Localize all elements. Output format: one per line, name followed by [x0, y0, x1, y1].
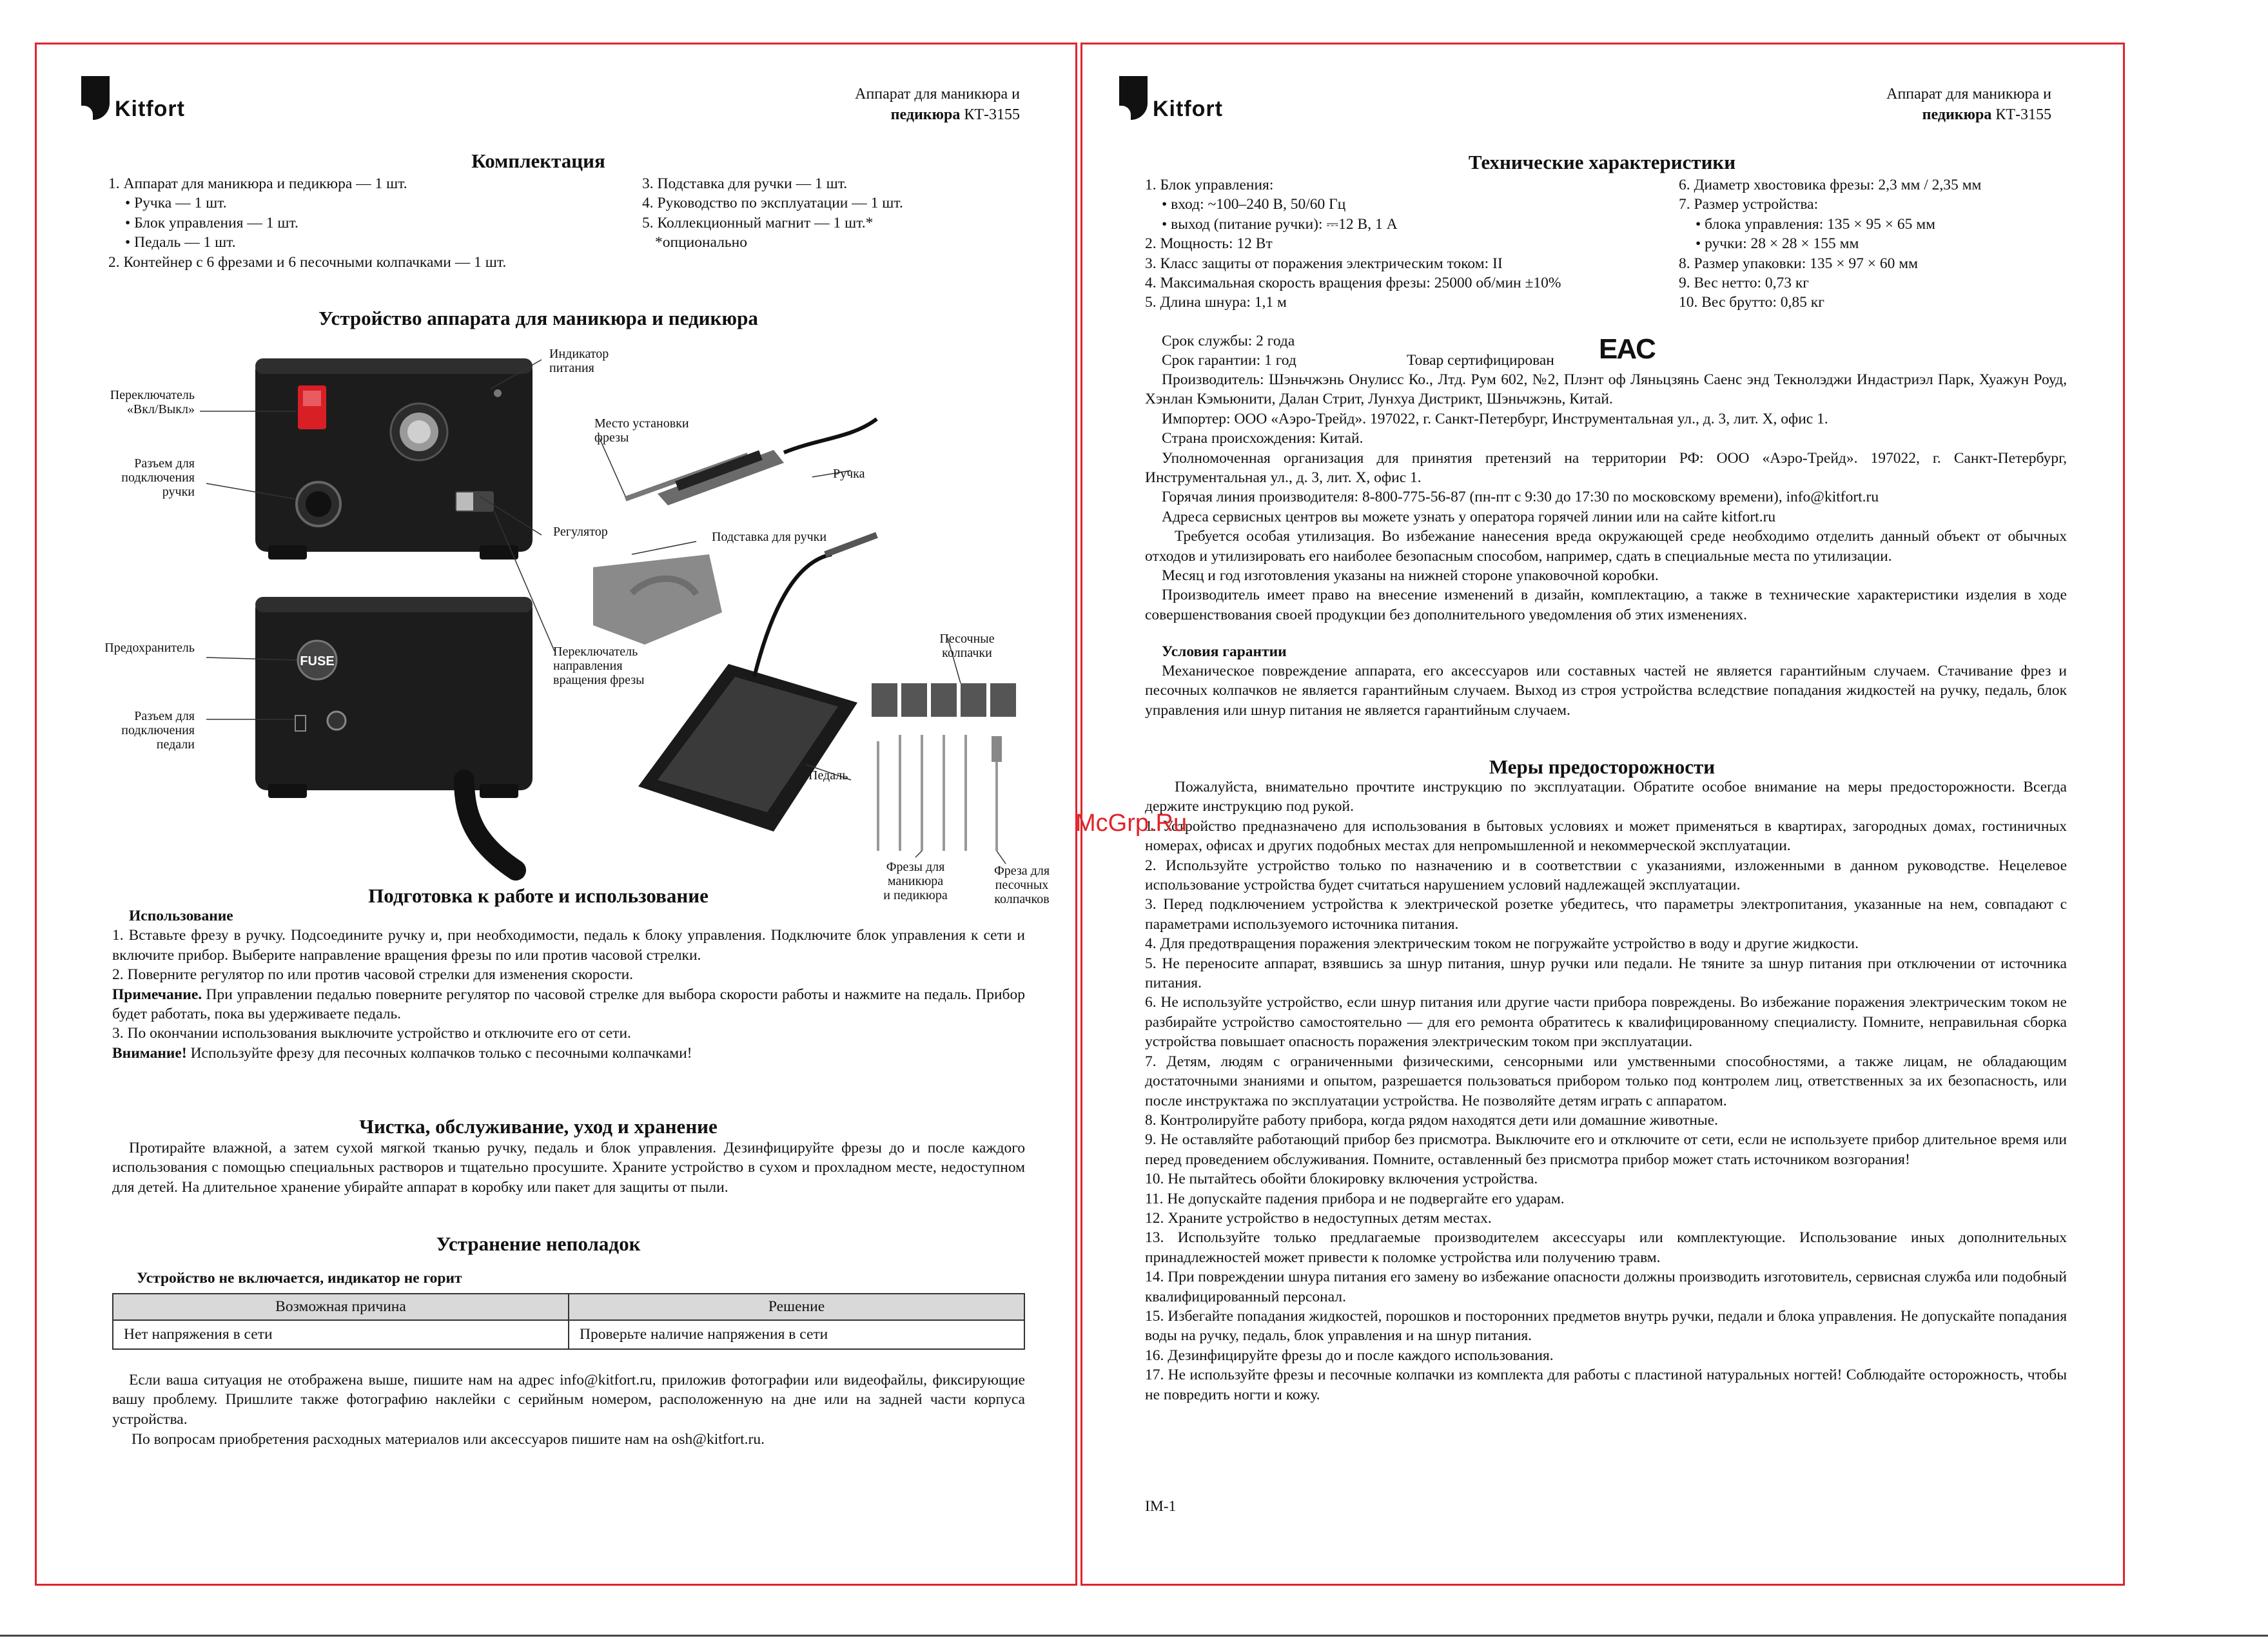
safety-item: 16. Дезинфицируйте фрезы до и после каждого использования.	[1145, 1347, 1554, 1364]
spec-item: 9. Вес нетто: 0,73 кг	[1679, 275, 1809, 292]
safety-item: 3. Перед подключением устройства к электрической розетке убедитесь, что параметры электропитания, указанные на нем, совпадают с параметрами используемого источника питания.	[1145, 896, 2067, 933]
control-unit-back	[255, 597, 533, 870]
kit-item: 5. Коллекционный магнит — 1 шт.*	[642, 214, 874, 231]
spec-item: • блока управления: 135 × 95 × 65 мм	[1696, 215, 1936, 233]
brand-logo-left	[81, 76, 185, 120]
device-title: Устройство аппарата для маникюра и педикюра	[318, 307, 758, 329]
kit-item: 2. Контейнер с 6 фрезами и 6 песочными колпачками — 1 шт.	[108, 253, 507, 271]
header-model: КТ-3155	[1991, 106, 2051, 123]
milling-bits-icon	[878, 735, 997, 851]
sanding-caps-icon	[872, 683, 1016, 717]
safety-item: 6. Не используйте устройство, если шнур питания или другие части прибора повреждены. Во избежание поражения электрическим током не разбирайте устройство самостоятельно — для его ремонта обратитесь к квалифицированному специалисту. Помните, неправильная сборка устройства повышает опасность поражения электрическим током при эксплуатации.	[1145, 994, 2067, 1051]
cleaning-text: Протирайте влажной, а затем сухой мягкой тканью ручку, педаль и блок управления. Дезинфицируйте фрезы до и после каждого использования с помощью специальных растворов и тщательно просушите. Храните устройство в сухом и прохладном месте, недоступном для детей. На длительное хранение убирайте аппарат в коробку или пакет для защиты от пыли.	[112, 1140, 1025, 1196]
safety-intro: Пожалуйста, внимательно прочтите инструкцию по эксплуатации. Обратите особое внимание на меры предосторожности. Всегда держите инструкцию под рукой.	[1145, 779, 2067, 815]
info-line: Адреса сервисных центров вы можете узнать у оператора горячей линии или на сайте kitfort.ru	[1162, 508, 1776, 525]
info-line: Уполномоченная организация для принятия претензий на территории РФ: ООО «Аэро-Трейд». 197022, г. Санкт-Петербург, Инструментальная ул., д. 3, лит. Х, офис 1.	[1145, 449, 2067, 487]
kit-item: 4. Руководство по эксплуатации — 1 шт.	[642, 195, 903, 212]
header-model: КТ-3155	[960, 106, 1020, 123]
tech-col2	[1679, 175, 2091, 313]
info-block	[1145, 370, 2067, 625]
warranty-text: Механическое повреждение аппарата, его аксессуаров или составных частей не является гарантийным случаем. Стачивание фрез и песочных колпачков не является гарантийным случаем. Выход из строя устройства вследствие попадания жидкостей на ручку, педаль, блок управления или шнур питания не является гарантийным случаем.	[1145, 663, 2067, 719]
label-bits: Фрезы для маникюра и педикюра	[883, 860, 948, 902]
trouble-table	[112, 1293, 1025, 1350]
usage-step: 2. Поверните регулятор по или против часовой стрелки для изменения скорости.	[112, 966, 634, 984]
table-header: Решение	[569, 1294, 1024, 1320]
safety-item: 15. Избегайте попадания жидкостей, порошков и посторонних предметов внутрь ручки, педали и блока управления. Не допускайте попадания воды на ручку, педаль, блок управления и на шнур питания.	[1145, 1307, 2067, 1345]
kit-item: • Блок управления — 1 шт.	[125, 214, 298, 231]
safety-item: 13. Используйте только предлагаемые производителем аксессуары или комплектующие. Использование иных дополнительных принадлежностей может привести к поломке устройства или получению травм.	[1145, 1229, 2067, 1266]
cleaning-title: Чистка, обслуживание, уход и хранение	[359, 1115, 718, 1138]
info-line: Горячая линия производителя: 8-800-775-56-87 (пн-пт с 9:30 до 17:30 по московскому времени), info@kitfort.ru	[1162, 489, 1879, 506]
usage-section	[112, 906, 1025, 1063]
kit-item: • Педаль — 1 шт.	[125, 234, 236, 251]
info-line: Импортер: ООО «Аэро-Трейд». 197022, г. Санкт-Петербург, Инструментальная ул., д. 3, лит. Х, офис 1.	[1162, 410, 1828, 427]
warranty-title: Условия гарантии	[1162, 643, 1287, 660]
spec-item: • выход (питание ручки): ⎓12 В, 1 А	[1162, 215, 1398, 233]
usage-step: 3. По окончании использования выключите устройство и отключите его от сети.	[112, 1025, 631, 1042]
safety-item: 5. Не переносите аппарат, взявшись за шнур питания, шнур ручки или педали. Не тяните за шнур питания при отключении от источника питания.	[1145, 955, 2067, 992]
spec-item: 5. Длина шнура: 1,1 м	[1145, 294, 1287, 311]
safety-item: 14. При повреждении шнура питания его замену во избежание опасности должны производить изготовитель, сервисная служба или подобный квалифицированный персонал.	[1145, 1269, 2067, 1305]
label-pedal-socket: Разъем для подключения педали	[121, 709, 195, 752]
table-cell: Проверьте наличие напряжения в сети	[569, 1320, 1024, 1349]
watermark: McGrp.Ru	[1075, 810, 1188, 837]
handle-stand-icon	[593, 554, 722, 645]
eac-mark-icon: EAC	[1599, 333, 1655, 365]
spec-item: 3. Класс защиты от поражения электрическим током: II	[1145, 255, 1503, 272]
tech-col1	[1145, 175, 1661, 313]
safety-item: 2. Используйте устройство только по назначению и в соответствии с указаниями, изложенными в данном руководстве. Нецелевое использование устройства будет считаться нарушением условий надлежащей эксплуатации.	[1145, 857, 2067, 894]
header-line1: Аппарат для маникюра и	[1886, 86, 2051, 102]
label-regulator: Регулятор	[553, 525, 608, 539]
service-life: Срок службы: 2 года	[1162, 333, 1295, 349]
warning-label: Внимание!	[112, 1044, 187, 1062]
warranty-period: Срок гарантии: 1 год	[1162, 352, 1296, 369]
safety-title: Меры предосторожности	[1489, 755, 1716, 778]
table-header: Возможная причина	[113, 1294, 569, 1320]
safety-item: 9. Не оставляйте работающий прибор без присмотра. Выключите его и отключите от сети, если не используете прибор длительное время или перед проведением обслуживания. Помните, оставленный без присмотра прибор может стать источником возгорания!	[1145, 1131, 2067, 1168]
safety-item: 17. Не используйте фрезы и песочные колпачки из комплекта для работы с пластиной натуральных ногтей! Соблюдайте осторожность, чтобы не повредить ногти и кожу.	[1145, 1367, 2067, 1403]
trouble-title: Устранение неполадок	[436, 1232, 641, 1255]
kit-footnote: *опционально	[655, 234, 747, 251]
spec-item: • ручки: 28 × 28 × 155 мм	[1696, 235, 1859, 253]
header-line1: Аппарат для маникюра и	[855, 86, 1020, 102]
info-line: Производитель: Шэньчжэнь Онулисс Ко., Лтд. Рум 602, №2, Плэнт оф Ляньцзянь Саенс энд Текнолэджи Индастриэл Парк, Хуажун Роуд, Хэнлан Кэмьюнити, Далан Стрит, Лунхуа Дистрикт, Шэньчжэнь, Китай.	[1145, 371, 2067, 408]
tech-title: Технические характеристики	[1468, 151, 1736, 173]
kit-list-col2	[642, 174, 1029, 253]
label-bit-place: Место установки фрезы	[594, 416, 689, 445]
label-pedal: Педаль	[808, 768, 848, 783]
label-handle-socket: Разъем для подключения ручки	[121, 456, 195, 499]
info-line: Производитель имеет право на внесение изменений в дизайн, комплектацию, а также в технические характеристики изделия в ходе совершенствования своей продукции без дополнительного уведомления об этих изменениях.	[1145, 587, 2067, 623]
label-direction: Переключатель направления вращения фрезы	[553, 645, 645, 687]
bottom-rule	[0, 1635, 2268, 1637]
kit-item: 3. Подставка для ручки — 1 шт.	[642, 175, 848, 192]
safety-item: 8. Контролируйте работу прибора, когда рядом находятся дети или домашние животные.	[1145, 1111, 1719, 1129]
contact-text: Если ваша ситуация не отображена выше, пишите нам на адрес info@kitfort.ru, приложив фотографии или видеофайлы, фиксирующие вашу проблему. Пришлите также фотографию наклейки с серийным номером, расположенную на дне или на задней части корпуса устройства.	[112, 1372, 1025, 1428]
kit-title: Комплектация	[471, 150, 605, 172]
brand-name: Kitfort	[1153, 97, 1223, 121]
safety-item: 7. Детям, людям с ограниченными физическими, сенсорными или умственными способностями, а также лицам, не обладающим достаточными знаниями и опытом, разрешается пользоваться прибором только под контролем лиц, ответственных за их безопасность, или после инструктажа по эксплуатации устройства. Не позволяйте детям играть с аппаратом.	[1145, 1053, 2067, 1109]
warning-text: Используйте фрезу для песочных колпачков только с песочными колпачками!	[186, 1044, 692, 1062]
usage-heading: Использование	[129, 908, 233, 924]
spec-item: 2. Мощность: 12 Вт	[1145, 235, 1273, 253]
label-bit-caps: Фреза для песочных колпачков	[993, 864, 1050, 906]
safety-item: 10. Не пытайтесь обойти блокировку включения устройства.	[1145, 1171, 1538, 1188]
header-title-left	[855, 84, 1020, 125]
spec-item: • вход: ~100–240 В, 50/60 Гц	[1162, 196, 1346, 213]
kitfort-logo-icon	[81, 76, 110, 120]
note-label: Примечание.	[112, 986, 202, 1003]
trouble-subtitle: Устройство не включается, индикатор не горит	[137, 1270, 462, 1287]
spec-item: 8. Размер упаковки: 135 × 97 × 60 мм	[1679, 255, 1918, 272]
info-line: Страна происхождения: Китай.	[1162, 430, 1364, 447]
kit-list-col1	[108, 174, 624, 272]
page-code: IM-1	[1145, 1498, 1177, 1515]
certified-text: Товар сертифицирован	[1407, 352, 1554, 369]
spec-item: 10. Вес брутто: 0,85 кг	[1679, 294, 1824, 311]
prep-title: Подготовка к работе и использование	[368, 884, 709, 907]
safety-item: 12. Храните устройство в недоступных детям местах.	[1145, 1209, 1492, 1227]
label-stand: Подставка для ручки	[712, 530, 827, 544]
spec-item: 4. Максимальная скорость вращения фрезы: 25000 об/мин ±10%	[1145, 275, 1561, 292]
kitfort-logo-icon	[1119, 76, 1148, 120]
spec-item: 1. Блок управления:	[1145, 177, 1274, 193]
info-line: Месяц и год изготовления указаны на нижней стороне упаковочной коробки.	[1162, 567, 1659, 585]
spec-item: 7. Размер устройства:	[1679, 196, 1819, 213]
power-indicator-icon	[494, 389, 502, 397]
safety-block	[1145, 777, 2067, 1405]
label-handle: Ручка	[833, 467, 865, 481]
header-line2-bold: педикюра	[890, 106, 961, 123]
safety-item: 4. Для предотвращения поражения электрическим током не погружайте устройство в воду и другие жидкости.	[1145, 935, 1859, 953]
table-cell: Нет напряжения в сети	[113, 1320, 569, 1349]
pedal-socket-icon	[327, 712, 346, 730]
brand-logo-right	[1119, 76, 1223, 120]
table-row	[113, 1320, 1024, 1349]
usage-step: 1. Вставьте фрезу в ручку. Подсоедините ручку и, при необходимости, педаль к блоку управления. Подключите блок управления к сети и включите прибор. Выберите направление вращения фрезы по или против часовой стрелки.	[112, 927, 1025, 964]
safety-item: 1. Устройство предназначено для использования в бытовых условиях и может применяться в квартирах, загородных домах, гостиничных номерах, офисах и других подобных местах для непромышленной и некоммерческой эксплуатации.	[1145, 817, 2067, 855]
label-sand-caps: Песочные колпачки	[939, 632, 995, 660]
kit-item: • Ручка — 1 шт.	[125, 195, 227, 212]
brand-name: Kitfort	[115, 97, 185, 121]
header-line2-bold: педикюра	[1922, 106, 1992, 123]
info-line: Требуется особая утилизация. Во избежание нанесения вреда окружающей среде необходимо отделить данный объект от обычных отходов и утилизировать его наиболее безопасным способом, например, сдать в специальные места по утилизации.	[1145, 528, 2067, 565]
fuse-text: FUSE	[300, 654, 335, 668]
header-title-right	[1886, 84, 2051, 125]
safety-item: 11. Не допускайте падения прибора и не подвергайте его ударам.	[1145, 1190, 1565, 1207]
spec-item: 6. Диаметр хвостовика фрезы: 2,3 мм / 2,35 мм	[1679, 177, 1982, 193]
note-text: При управлении педалью поверните регулятор по часовой стрелке для выбора скорости работы и нажмите на педаль. Прибор будет работать, пока вы удерживаете педаль.	[112, 986, 1025, 1023]
label-switch: Переключатель «Вкл/Выкл»	[110, 388, 195, 416]
label-indicator: Индикатор питания	[549, 347, 609, 375]
label-fuse: Предохранитель	[104, 641, 195, 655]
supplies-text: По вопросам приобретения расходных материалов или аксессуаров пишите нам на osh@kitfort.ru.	[132, 1431, 765, 1448]
kit-item: 1. Аппарат для маникюра и педикюра — 1 шт.	[108, 175, 407, 192]
